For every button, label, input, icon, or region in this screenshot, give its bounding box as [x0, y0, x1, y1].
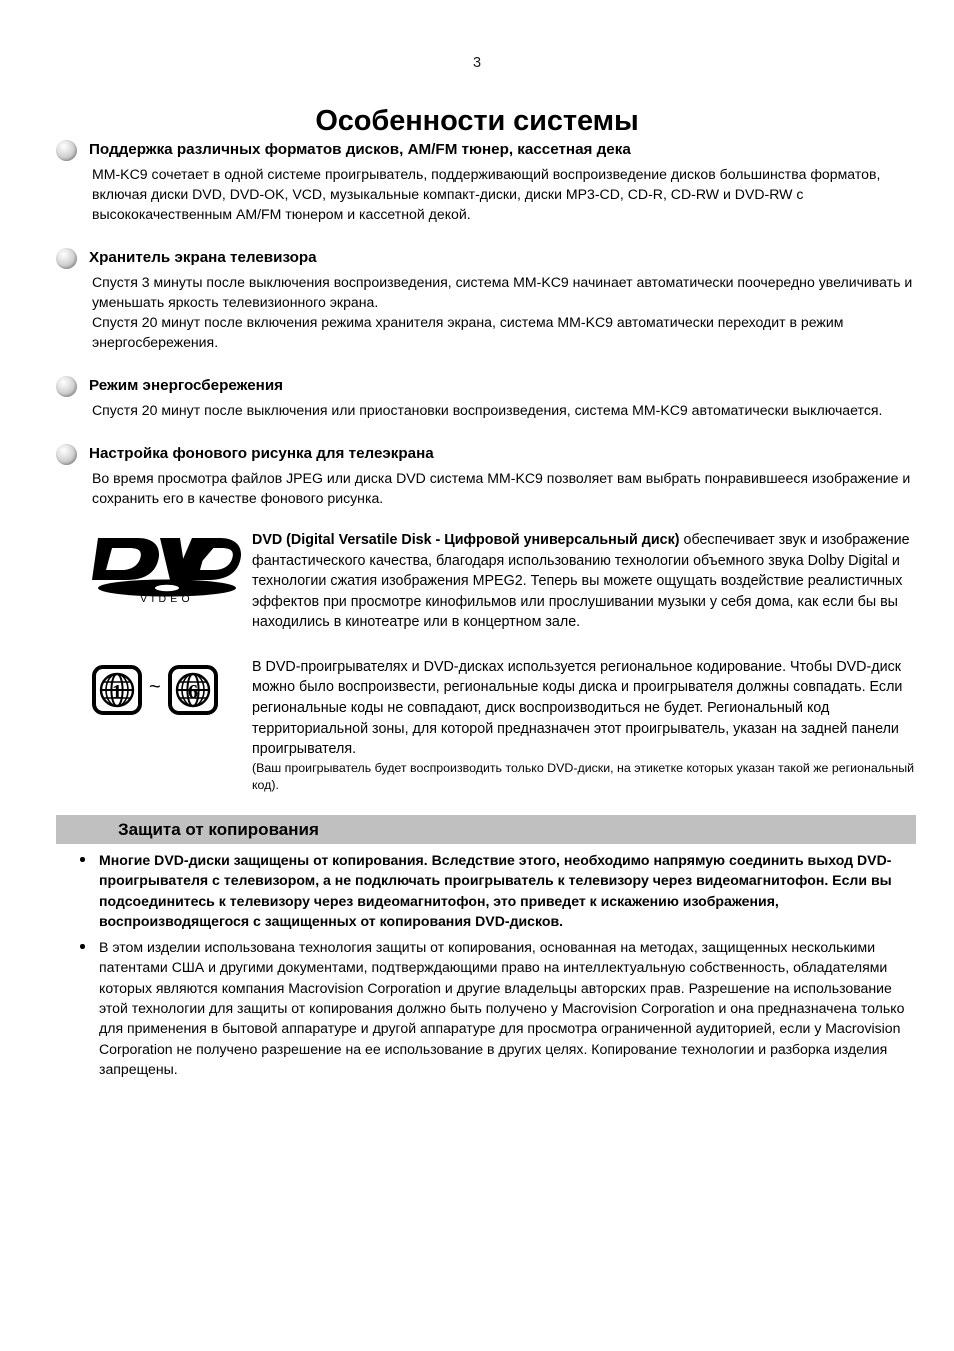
feature-body [92, 468, 916, 508]
bullet-dot-icon [80, 857, 85, 862]
page-title: Особенности системы [315, 105, 639, 138]
feature-body [92, 272, 916, 352]
sphere-bullet-icon [56, 248, 77, 269]
sphere-bullet-icon [56, 376, 77, 397]
feature-body [92, 400, 916, 420]
region-icons [92, 665, 252, 715]
region-globe-6-icon [168, 665, 218, 715]
page-content [56, 140, 916, 1085]
feature-section [56, 376, 916, 420]
dvd-info-block [56, 530, 916, 633]
feature-section [56, 248, 916, 352]
region-code-block [56, 657, 916, 795]
dvd-logo-container [56, 530, 252, 602]
dvd-description-lead: DVD (Digital Versatile Disk - Цифровой универсальный диск) [252, 532, 680, 548]
sphere-bullet-icon [56, 140, 77, 161]
dvd-description-rest: обеспечивает звук и изображение фантастического качества, благодаря использованию технологии объемного звука Dolby Digital и технологии сжатия изображения MPEG2. Теперь вы можете ощущать воздействие реалистичных эффектов при просмотре кинофильмов или прослушивании музыки у себя дома, как если бы вы находились в кинотеатре или в концертном зале. [252, 532, 910, 631]
region-description-paragraph: В DVD-проигрывателях и DVD-дисках используется региональное кодирование. Чтобы DVD-диск можно было воспроизвести, региональные коды диска и проигрывателя должны совпадать. Если региональные коды не совпадают, диск воспроизводиться не будет. Региональный код территориальной зоны, для которой предназначен этот проигрыватель, указан на задней панели проигрывателя. [252, 658, 903, 758]
region-description-note: (Ваш проигрыватель будет воспроизводить только DVD-диски, на этикетке которых указан такой же региональный код). [252, 760, 915, 793]
dvd-video-logo [92, 536, 242, 602]
feature-paragraph: MM-KC9 сочетает в одной системе проигрыватель, поддерживающий воспроизведение дисков большинства форматов, включая диски DVD, DVD-OK, VCD, музыкальные компакт-диски, диски MP3-CD, CD-R, CD-RW и DVD-RW с высококачественным AM/FM тюнером и кассетной декой. [92, 166, 881, 222]
feature-heading [56, 376, 916, 397]
region-globe-1-icon [92, 665, 142, 715]
feature-heading [56, 140, 916, 161]
page-number: 3 [472, 55, 482, 71]
svg-text:1: 1 [112, 680, 122, 703]
list-item [56, 850, 916, 931]
feature-paragraph: Во время просмотра файлов JPEG или диска DVD система MM-KC9 позволяет вам выбрать понравившееся изображение и сохранить его в качестве фонового рисунка. [92, 470, 911, 506]
region-icons-container [56, 657, 252, 715]
svg-text:VIDEO: VIDEO [140, 593, 194, 602]
list-item [56, 937, 916, 1079]
copy-protection-title: Защита от копирования [118, 820, 319, 839]
region-description [252, 657, 916, 795]
feature-section [56, 444, 916, 508]
copy-protection-list [56, 850, 916, 1079]
feature-section [56, 140, 916, 224]
feature-title: Хранитель экрана телевизора [89, 249, 317, 267]
bullet-dot-icon [80, 944, 85, 949]
feature-title: Поддержка различных форматов дисков, AM/FM тюнер, кассетная дека [89, 141, 631, 159]
list-item-text: Многие DVD-диски защищены от копирования. Вследствие этого, необходимо напрямую соединить выход DVD-проигрывателя с телевизором, а не подключать проигрыватель к телевизору через видеомагнитофон. Если вы подсоединитесь к телевизору через видеомагнитофон, это приведет к искажению изображения, воспроизводящегося с защищенных от копирования DVD-дисков. [99, 852, 892, 929]
feature-paragraph: Спустя 20 минут после включения режима хранителя экрана, система MM-KC9 автоматически переходит в режим энергосбережения. [92, 314, 844, 350]
feature-heading [56, 444, 916, 465]
region-range-separator: ~ [149, 675, 161, 698]
feature-title: Настройка фонового рисунка для телеэкрана [89, 445, 434, 463]
copy-protection-bar [56, 815, 916, 844]
sphere-bullet-icon [56, 444, 77, 465]
feature-title: Режим энергосбережения [89, 377, 284, 395]
dvd-description-paragraph [252, 530, 916, 633]
list-item-text: В этом изделии использована технология защиты от копирования, основанная на методах, защищенных несколькими патентами США и другими документами, подтверждающими право на интеллектуальную собственность, обладателями которых являются компания Macrovision Corporation и другие владельцы авторских прав. Разрешение на использование этой технологии для защиты от копирования должно быть получено у Macrovision Corporation и она предназначена только для применения в бытовой аппаратуре и другой аппаратуре для просмотра ограниченной аудиторией, если у Macrovision Corporation не получено разрешение на ее использование в других целях. Копирование технологии и разборка изделия запрещены. [99, 939, 905, 1077]
feature-paragraph: Спустя 20 минут после выключения или приостановки воспроизведения, система MM-KC9 автоматически выключается. [92, 402, 883, 418]
svg-text:6: 6 [187, 680, 198, 703]
dvd-description [252, 530, 916, 633]
feature-paragraph: Спустя 3 минуты после выключения воспроизведения, система MM-KC9 начинает автоматически поочередно увеличивать и уменьшать яркость телевизионного экрана. [92, 274, 913, 310]
feature-body [92, 164, 916, 224]
feature-heading [56, 248, 916, 269]
